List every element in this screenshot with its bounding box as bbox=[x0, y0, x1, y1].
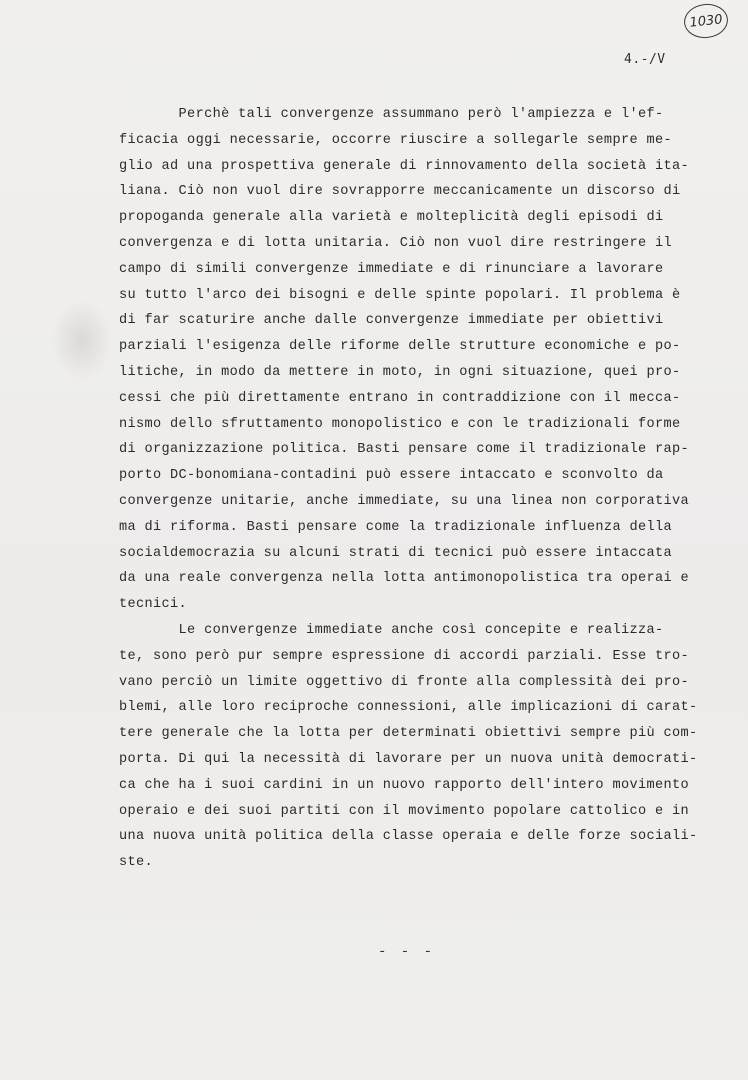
end-mark: - - - bbox=[378, 944, 436, 960]
text-line: tere generale che la lotta per determinati obiettivi sempre più com- bbox=[119, 726, 698, 742]
text-line: blemi, alle loro reciproche connessioni, alle implicazioni di carat- bbox=[119, 700, 698, 716]
text-line: ficacia oggi necessarie, occorre riuscire a sollegarle sempre me- bbox=[119, 132, 672, 148]
text-line: litiche, in modo da mettere in moto, in ogni situazione, quei pro- bbox=[119, 364, 681, 380]
archive-stamp-number: 1030 bbox=[688, 11, 724, 31]
text-line: nismo dello sfruttamento monopolistico e con le tradizionali forme bbox=[119, 416, 681, 432]
text-line: ma di riforma. Basti pensare come la tradizionale influenza della bbox=[119, 519, 672, 535]
body-text bbox=[119, 102, 719, 876]
text-line: te, sono però pur sempre espressione di accordi parziali. Esse tro- bbox=[119, 648, 690, 664]
text-line: Le convergenze immediate anche così concepite e realizza- bbox=[119, 622, 664, 638]
paper-smudge bbox=[52, 300, 112, 380]
paragraph-1 bbox=[119, 102, 719, 618]
text-line: liana. Ciò non vuol dire sovrapporre meccanicamente un discorso di bbox=[119, 184, 681, 200]
text-line: glio ad una prospettiva generale di rinnovamento della società ita- bbox=[119, 158, 690, 174]
text-line: cessi che più direttamente entrano in contraddizione con il mecca- bbox=[119, 390, 681, 406]
text-line: convergenza e di lotta unitaria. Ciò non vuol dire restringere il bbox=[119, 235, 672, 251]
text-line: Perchè tali convergenze assummano però l'ampiezza e l'ef- bbox=[119, 107, 664, 122]
text-line: vano perciò un limite oggettivo di fronte alla complessità dei pro- bbox=[119, 674, 690, 690]
text-line: parziali l'esigenza delle riforme delle strutture economiche e po- bbox=[119, 339, 681, 355]
text-line: di far scaturire anche dalle convergenze immediate per obiettivi bbox=[119, 313, 664, 329]
text-line: di organizzazione politica. Basti pensare come il tradizionale rap- bbox=[119, 442, 690, 458]
text-line: tecnici. bbox=[119, 597, 188, 613]
page-number: 4.-/V bbox=[624, 52, 666, 67]
text-line: da una reale convergenza nella lotta antimonopolistica tra operai e bbox=[119, 571, 690, 587]
paragraph-2 bbox=[119, 618, 719, 876]
text-line: ca che ha i suoi cardini in un nuovo rapporto dell'intero movimento bbox=[119, 777, 690, 793]
text-line: porta. Di qui la necessità di lavorare per un nuova unità democrati- bbox=[119, 751, 698, 767]
text-line: socialdemocrazia su alcuni strati di tecnici può essere intaccata bbox=[119, 545, 672, 561]
text-line: propoganda generale alla varietà e molteplicità degli episodi di bbox=[119, 210, 664, 226]
text-line: convergenze unitarie, anche immediate, su una linea non corporativa bbox=[119, 493, 690, 509]
text-line: operaio e dei suoi partiti con il movimento popolare cattolico e in bbox=[119, 803, 690, 819]
text-line: campo di simili convergenze immediate e di rinunciare a lavorare bbox=[119, 261, 664, 277]
text-line: porto DC-bonomiana-contadini può essere intaccato e sconvolto da bbox=[119, 468, 664, 484]
archive-stamp bbox=[682, 2, 729, 40]
text-line: su tutto l'arco dei bisogni e delle spinte popolari. Il problema è bbox=[119, 287, 681, 303]
text-line: ste. bbox=[119, 855, 154, 871]
text-line: una nuova unità politica della classe operaia e delle forze sociali- bbox=[119, 829, 698, 845]
